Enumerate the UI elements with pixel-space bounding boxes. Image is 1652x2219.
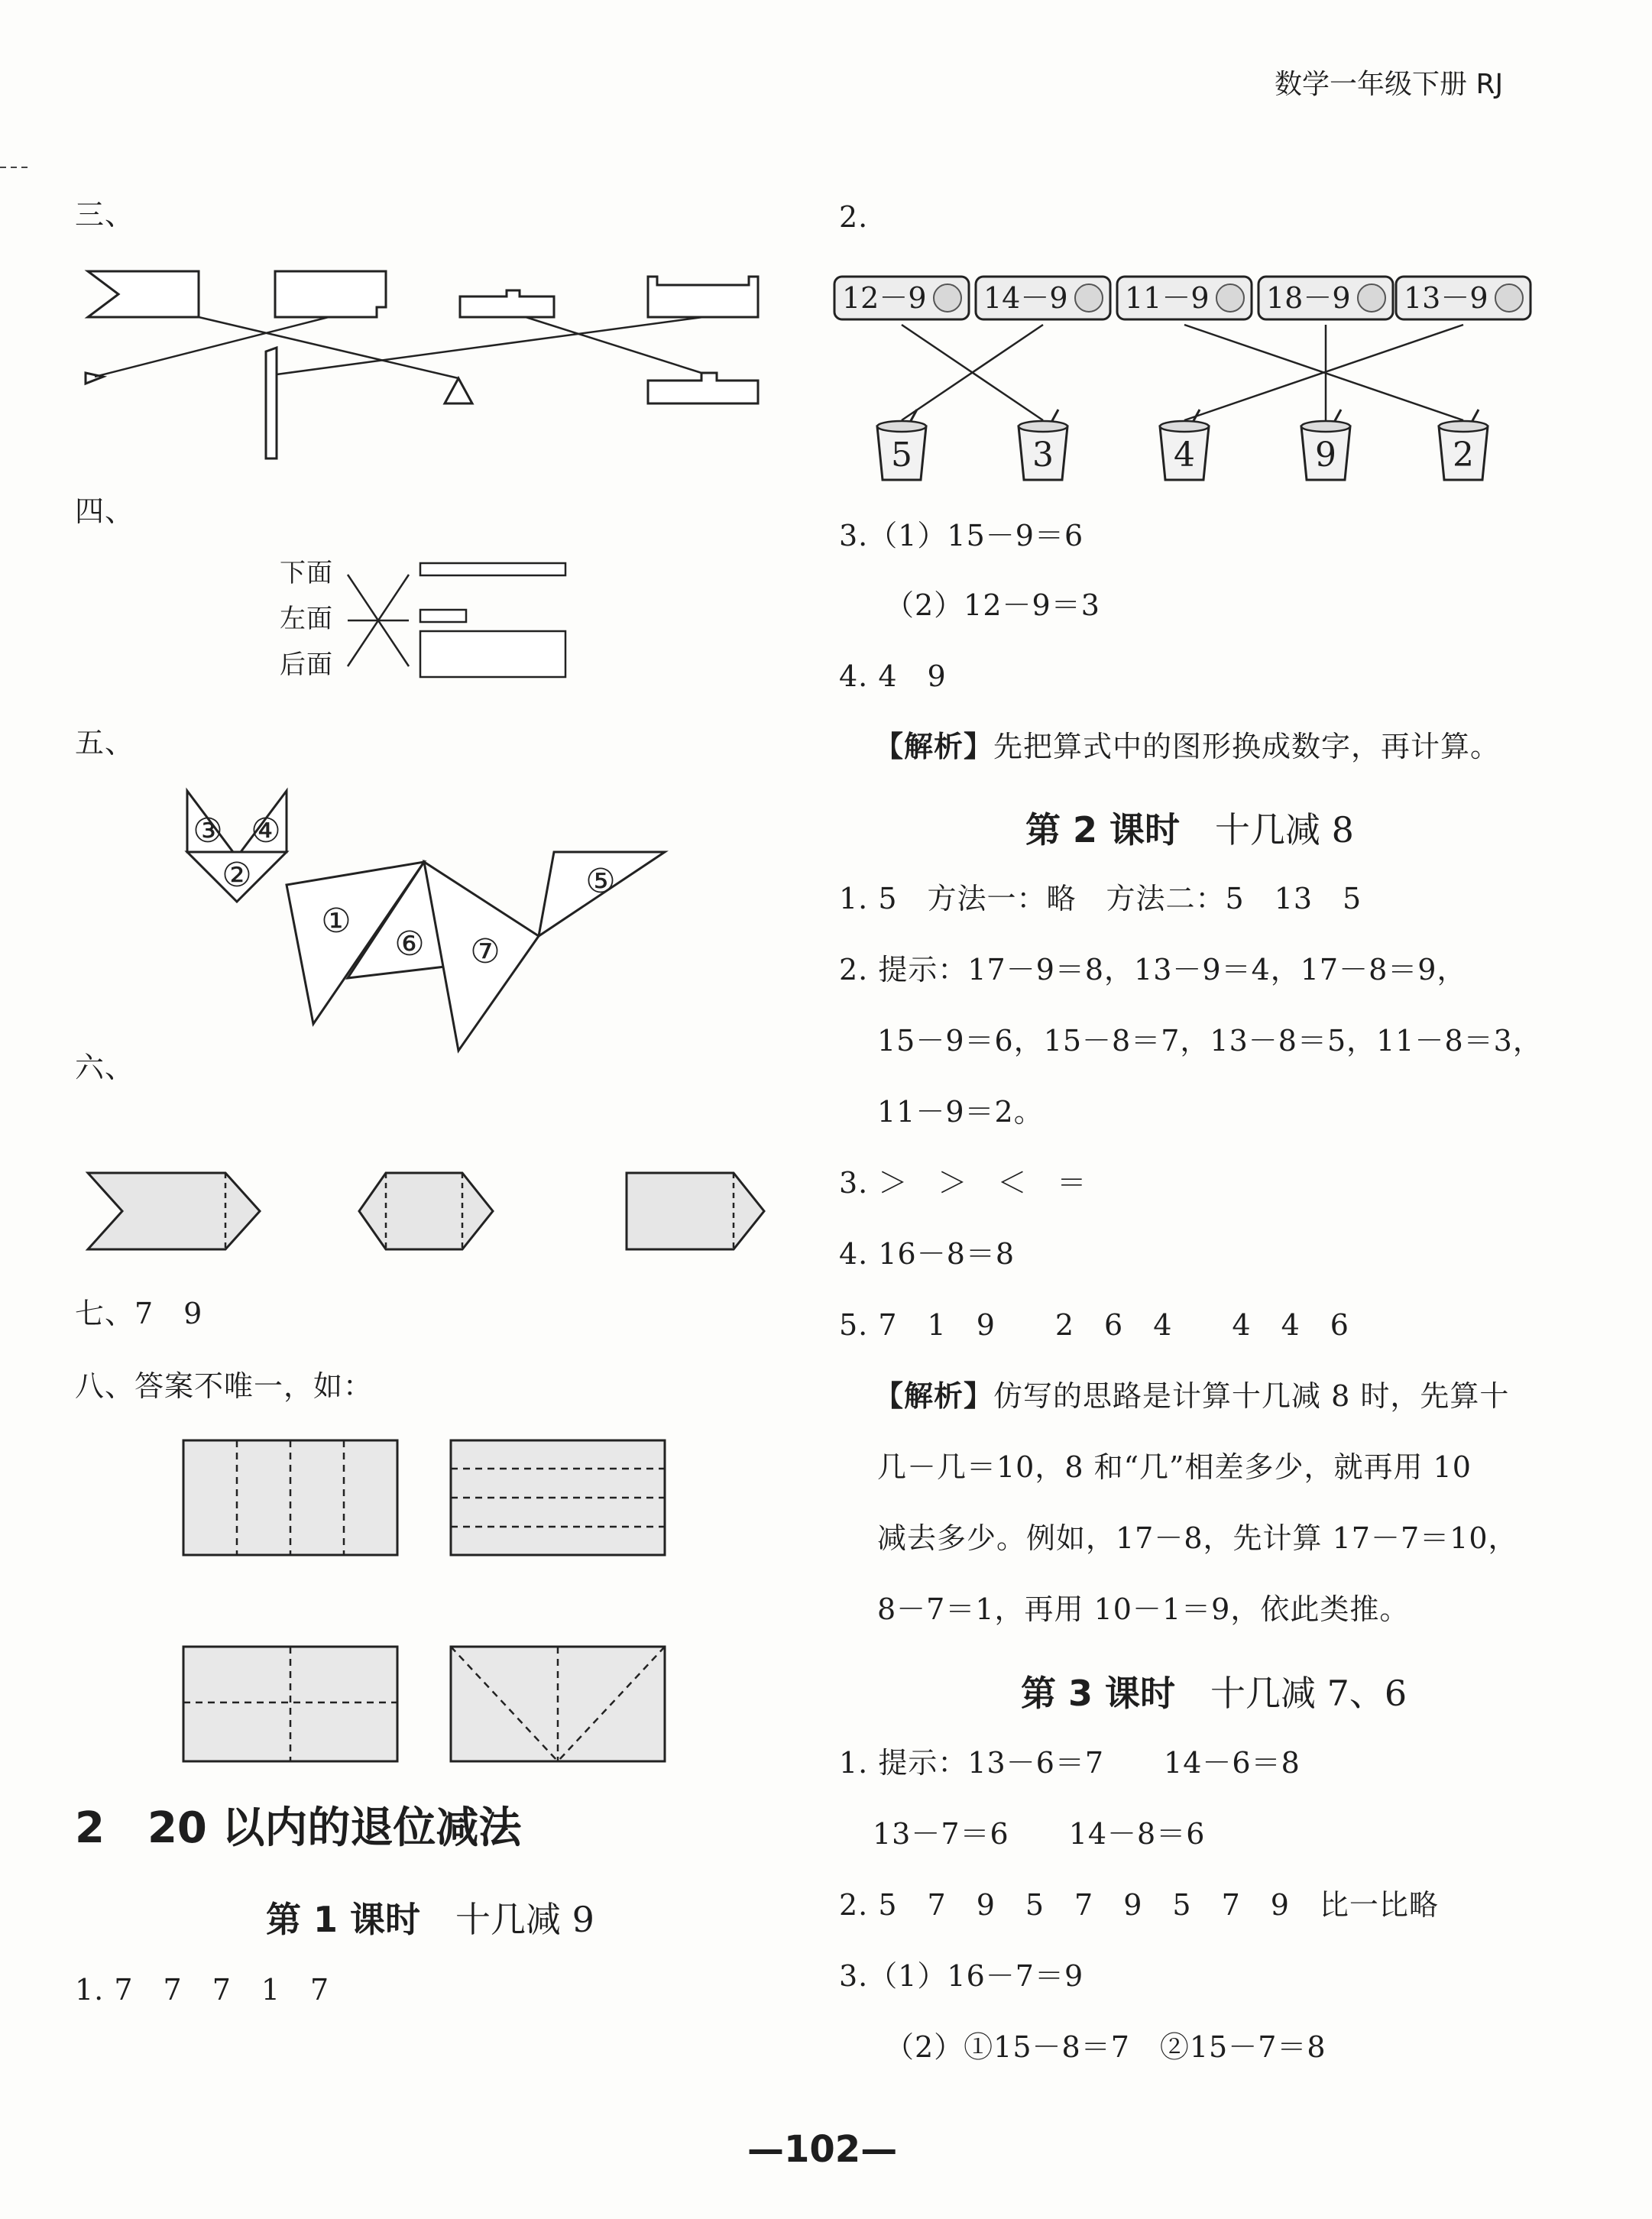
number-cup xyxy=(1301,410,1350,480)
lesson-3-name: 十几减 7、6 xyxy=(1210,1673,1407,1714)
expression-card xyxy=(976,277,1110,319)
lesson-2-q2-line3: 11－9＝2。 xyxy=(877,1095,1044,1129)
lesson-2-note-line4: 8－7＝1，再用 10－1＝9，依此类推。 xyxy=(877,1592,1410,1626)
lesson-2-q1: 1. 5 方法一：略 方法二：5 13 5 xyxy=(839,882,1362,915)
section-5-label: 五、 xyxy=(75,726,135,760)
lesson-2-note-line3: 减去多少。例如，17－8，先计算 17－7＝10， xyxy=(877,1521,1518,1555)
tangram-piece-3: ③ xyxy=(193,811,223,850)
expression-card xyxy=(834,277,969,319)
lesson-1-heading xyxy=(266,1892,594,1942)
section-3-label: 三、 xyxy=(75,198,135,232)
section-5-tangram xyxy=(176,779,695,1062)
section-8-answer: 八、答案不唯一，如： xyxy=(75,1369,374,1403)
expression-card xyxy=(1258,277,1393,319)
expression-card-text: 11－9 xyxy=(1125,281,1210,315)
lesson-2-name: 十几减 8 xyxy=(1215,809,1354,850)
lesson-2-q2-line2: 15－9＝6，15－8＝7，13－8＝5，11－8＝3， xyxy=(877,1024,1543,1058)
analysis-note-1 xyxy=(874,732,1500,761)
number-cup xyxy=(1439,410,1488,480)
tangram-piece-6: ⑥ xyxy=(394,925,425,964)
word-behind: 后面 xyxy=(280,650,333,680)
lesson-2-heading xyxy=(1025,802,1354,853)
q4-answer: 4. 4 9 xyxy=(839,659,947,693)
unit-title: 2 20 以内的退位减法 xyxy=(75,1803,522,1853)
lesson-3-number: 第 3 课时 xyxy=(1021,1673,1176,1714)
number-cup-text: 3 xyxy=(1032,436,1054,475)
lesson-3-heading xyxy=(1021,1666,1407,1716)
analysis-tag: 【解析】 xyxy=(874,730,994,763)
tangram-piece-1: ① xyxy=(321,902,351,941)
lesson-3-q1-line1: 1. 提示：13－6＝7 14－6＝8 xyxy=(839,1746,1301,1780)
lesson-2-note-line1 xyxy=(874,1379,1510,1413)
lesson-2-note-text1: 仿写的思路是计算十几减 8 时，先算十 xyxy=(993,1379,1510,1413)
page-number: —102— xyxy=(747,2128,898,2171)
lesson-1-q1: 1. 7 7 7 1 7 xyxy=(75,1973,330,2007)
q2-matching-figure xyxy=(833,260,1543,489)
section-8-figure xyxy=(176,1429,680,1773)
expression-card xyxy=(1117,277,1252,319)
lesson-2-analysis-tag: 【解析】 xyxy=(874,1379,994,1413)
number-cup-text: 2 xyxy=(1453,436,1474,475)
lesson-3-q3-part1: 3.（1）16－7＝9 xyxy=(839,1959,1084,1993)
expression-card-text: 14－9 xyxy=(983,281,1068,315)
section-7-answer: 七、7 9 xyxy=(75,1297,203,1330)
tangram-piece-5: ⑤ xyxy=(585,862,616,901)
lesson-1-number: 第 1 课时 xyxy=(266,1899,421,1940)
lesson-2-note-line2: 几－几＝10，8 和“几”相差多少，就再用 10 xyxy=(877,1450,1472,1484)
q3-part1: 3.（1）15－9＝6 xyxy=(839,519,1084,552)
lesson-3-q2: 2. 5 7 9 5 7 9 5 7 9 比一比略 xyxy=(839,1888,1439,1922)
lesson-2-q2-line1: 2. 提示：17－9＝8，13－9＝4，17－8＝9， xyxy=(839,953,1467,986)
section-4-label: 四、 xyxy=(75,494,135,528)
lesson-3-q3-part2: （2）①15－8＝7 ②15－7＝8 xyxy=(885,2030,1326,2064)
tangram-piece-7: ⑦ xyxy=(470,932,500,971)
word-below: 下面 xyxy=(280,558,333,588)
section-4-figure xyxy=(336,550,573,688)
lesson-2-q3: 3. ＞ ＞ ＜ ＝ xyxy=(839,1166,1087,1200)
lesson-1-name: 十几减 9 xyxy=(455,1899,594,1940)
word-left: 左面 xyxy=(280,604,333,634)
q3-part2: （2）12－9＝3 xyxy=(885,588,1100,622)
section-6-figure xyxy=(76,1161,779,1261)
expression-card xyxy=(1396,277,1531,319)
lesson-3-q1-line2: 13－7＝6 14－8＝6 xyxy=(873,1817,1206,1851)
lesson-2-q4: 4. 16－8＝8 xyxy=(839,1237,1015,1271)
number-cup xyxy=(1160,410,1209,480)
analysis-text: 先把算式中的图形换成数字，再计算。 xyxy=(993,730,1501,763)
number-cup-text: 9 xyxy=(1315,436,1336,475)
section-3-figure xyxy=(76,260,779,466)
expression-card-text: 18－9 xyxy=(1266,281,1351,315)
tangram-piece-2: ② xyxy=(222,856,252,895)
number-cup xyxy=(877,410,926,480)
number-cup xyxy=(1019,410,1067,480)
margin-dash-mark xyxy=(0,164,31,171)
running-header: 数学一年级下册 RJ xyxy=(1275,69,1504,100)
number-cup-text: 5 xyxy=(891,436,912,475)
q2-label: 2. xyxy=(839,200,869,234)
tangram-piece-4: ④ xyxy=(251,811,281,850)
number-cup-text: 4 xyxy=(1174,436,1195,475)
section-6-label: 六、 xyxy=(75,1051,135,1084)
lesson-2-q5: 5. 7 1 9 2 6 4 4 4 6 xyxy=(839,1308,1349,1342)
expression-card-text: 12－9 xyxy=(842,281,927,315)
expression-card-text: 13－9 xyxy=(1404,281,1488,315)
lesson-2-number: 第 2 课时 xyxy=(1025,809,1181,850)
